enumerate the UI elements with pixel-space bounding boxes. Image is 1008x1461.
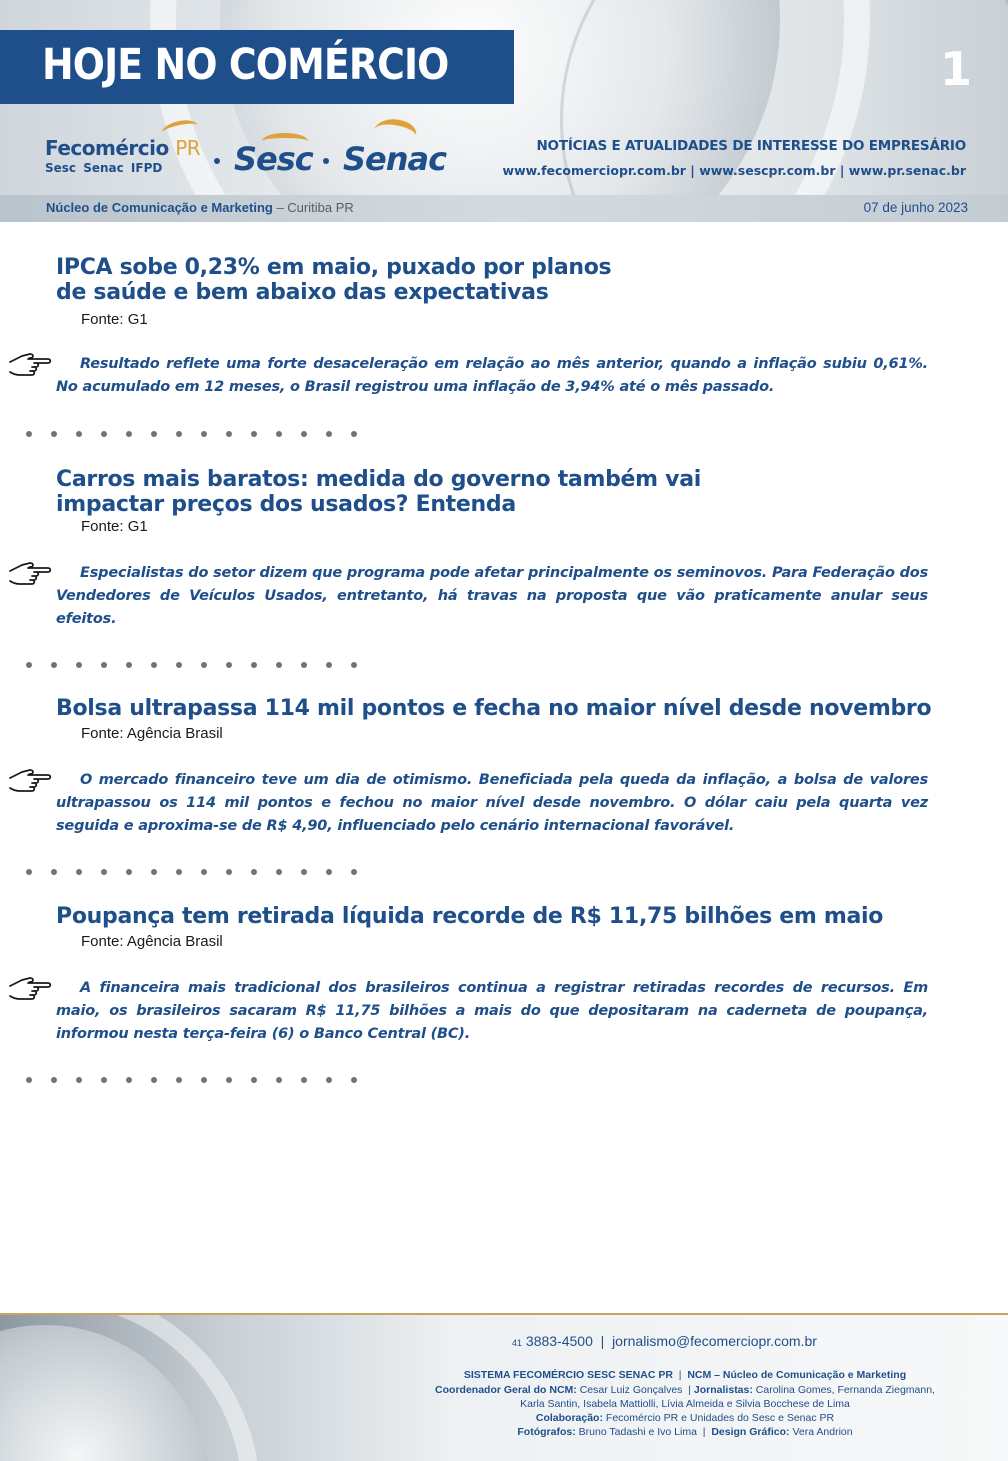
separator-dot (51, 869, 57, 875)
separator-dot (176, 431, 182, 437)
separator-dot (326, 1077, 332, 1083)
collab-label: Colaboração: (535, 1412, 603, 1424)
separator-dot (51, 662, 57, 668)
separator-dot (151, 1077, 157, 1083)
footer-credits-line: Coordenador Geral do NCM: Cesar Luiz Gonçalves | Jornalistas: Carolina Gomes, Fernanda Ziegmann, (435, 1384, 935, 1396)
article-summary: Resultado reflete uma forte desaceleração em relação ao mês anterior, quando a inflação subiu 0,61%. No acumulado em 12 meses, o Brasil registrou uma inflação de 3,94% até o mês passado. (56, 356, 928, 395)
article-summary: A financeira mais tradicional dos brasileiros continua a registrar retiradas recordes de recursos. Em maio, os brasileiros sacaram R$ 11,75 bilhões a mais do que depositaram na caderneta de poupança, informou nesta terça-feira (6) o Banco Central (BC). (56, 980, 928, 1042)
article-summary: Especialistas do setor dizem que programa pode afetar principalmente os seminovos. Para Federação dos Vendedores de Veículos Usados, entretanto, há travas na proposta que vão praticamente anular seus efeitos. (56, 565, 928, 627)
photo-label: Fotógrafos: (517, 1426, 576, 1438)
separator-dot (276, 1077, 282, 1083)
separator-dot (326, 662, 332, 668)
journalists-value-continued: Karla Santin, Isabela Mattiolli, Lívia Almeida e Silvia Bocchese de Lima (520, 1398, 850, 1410)
separator-dot (151, 431, 157, 437)
dotted-separator (26, 662, 366, 668)
pointing-hand-icon (8, 350, 52, 380)
title-banner (0, 30, 514, 104)
separator-dot (51, 1077, 57, 1083)
separator-dot (26, 869, 32, 875)
separator-dot (276, 869, 282, 875)
headline-line: Carros mais baratos: medida do governo também vai (56, 467, 701, 492)
separator-dot (201, 431, 207, 437)
separator-dot (351, 662, 357, 668)
separator-dot (101, 431, 107, 437)
separator-dot (26, 1077, 32, 1083)
journalists-label: Jornalistas: (693, 1384, 753, 1396)
department-name: Núcleo de Comunicação e Marketing (46, 200, 273, 215)
headline-line: Bolsa ultrapassa 114 mil pontos e fecha no maior nível desde novembro (56, 696, 932, 721)
article-source: Fonte: G1 (81, 311, 148, 328)
dotted-separator (26, 431, 366, 437)
separator-dot (76, 869, 82, 875)
article-summary: O mercado financeiro teve um dia de otimismo. Beneficiada pela queda da inflação, a bolsa de valores ultrapassou os 114 mil pontos e fechou no maior nível desde novembro. O dólar caiu pela quarta vez seguida e aproxima-se de R$ 4,90, influenciado pelo cenário internacional favorável. (56, 772, 928, 834)
headline-line: de saúde e bem abaixo das expectativas (56, 280, 549, 305)
article-headline[interactable] (56, 696, 931, 721)
separator-dot (226, 662, 232, 668)
department-label (46, 200, 354, 215)
fecomercio-logo-name: Fecomércio (45, 136, 169, 160)
pointing-hand-icon (8, 559, 52, 589)
department-city: – Curitiba PR (272, 200, 354, 215)
separator-dot (151, 869, 157, 875)
separator-dot (201, 869, 207, 875)
pointing-hand-icon (8, 974, 52, 1004)
headline-line: impactar preços dos usados? Entenda (56, 492, 516, 517)
separator-dot (276, 662, 282, 668)
article-headline[interactable] (56, 255, 611, 305)
separator-dot (301, 1077, 307, 1083)
separator-dot (251, 869, 257, 875)
coord-value: Cesar Luiz Gonçalves (579, 1384, 683, 1396)
separator-dot (326, 869, 332, 875)
separator-dot (126, 1077, 132, 1083)
separator-dot (201, 1077, 207, 1083)
journalists-value: Carolina Gomes, Fernanda Ziegmann, (755, 1384, 935, 1396)
separator-dot (226, 431, 232, 437)
footer-credits-line (400, 1411, 970, 1425)
separator-dot (201, 662, 207, 668)
separator-dot (76, 1077, 82, 1083)
dotted-separator (26, 1077, 366, 1083)
separator-dot (301, 662, 307, 668)
fecomercio-logo-subtitle: Sesc Senac IFPD (45, 161, 163, 175)
separator-dot (276, 431, 282, 437)
masthead (0, 0, 1008, 222)
footer-contact (512, 1333, 817, 1349)
separator-dot (126, 869, 132, 875)
contact-separator: | (600, 1333, 605, 1349)
separator-dot (301, 869, 307, 875)
logo-separator-dot (214, 158, 220, 164)
pointing-hand-icon (8, 766, 52, 796)
issue-date: 07 de junho 2023 (863, 200, 968, 215)
footer-credits-line: SISTEMA FECOMÉRCIO SESC SENAC PR | NCM – Núcleo de Comunicação e Marketing (463, 1369, 907, 1381)
globe-orbit-decoration (560, 0, 1008, 222)
article-source: Fonte: Agência Brasil (81, 933, 223, 950)
article-headline[interactable] (56, 904, 883, 929)
separator-dot (176, 1077, 182, 1083)
dotted-separator (26, 869, 366, 875)
system-name: SISTEMA FECOMÉRCIO SESC SENAC PR (463, 1369, 673, 1381)
article-headline[interactable] (56, 467, 701, 517)
headline-line: IPCA sobe 0,23% em maio, puxado por planos (56, 255, 612, 280)
collab-value: Fecomércio PR e Unidades do Sesc e Senac PR (605, 1412, 835, 1424)
footer-credits-line (400, 1397, 970, 1411)
design-value: Vera Andrion (792, 1426, 853, 1438)
separator-dot (101, 1077, 107, 1083)
fecomercio-logo (45, 136, 200, 175)
separator-dot (176, 869, 182, 875)
separator-dot (126, 431, 132, 437)
tagline: NOTÍCIAS E ATUALIDADES DE INTERESSE DO EMPRESÁRIO (536, 138, 966, 154)
separator-dot (326, 431, 332, 437)
phone-number[interactable]: 3883-4500 (525, 1333, 593, 1349)
separator-dot (76, 662, 82, 668)
article-source: Fonte: Agência Brasil (81, 725, 223, 742)
footer-credits-line: Fotógrafos: Bruno Tadashi e Ivo Lima | Design Gráfico: Vera Andrion (517, 1426, 853, 1438)
logo-separator-dot (323, 158, 329, 164)
separator-dot (226, 1077, 232, 1083)
separator-dot (301, 431, 307, 437)
separator-dot (176, 662, 182, 668)
newsletter-title: HOJE NO COMÉRCIO (42, 40, 449, 90)
separator-dot (351, 1077, 357, 1083)
separator-dot (351, 869, 357, 875)
fecomercio-logo-pr: PR (175, 136, 201, 160)
phone-ddd: 41 (512, 1338, 523, 1348)
separator-dot (76, 431, 82, 437)
separator-dot (26, 431, 32, 437)
separator-dot (251, 662, 257, 668)
separator-dot (101, 869, 107, 875)
coord-label: Coordenador Geral do NCM: (435, 1384, 577, 1396)
separator-dot (251, 431, 257, 437)
headline-line: Poupança tem retirada líquida recorde de R$ 11,75 bilhões em maio (56, 904, 884, 929)
separator-dot (101, 662, 107, 668)
separator-dot (226, 869, 232, 875)
page-number: 1 (939, 42, 972, 96)
photo-value: Bruno Tadashi e Ivo Lima (578, 1426, 697, 1438)
senac-logo: Senac (343, 140, 447, 178)
separator-dot (151, 662, 157, 668)
separator-dot (26, 662, 32, 668)
ncm-name: NCM – Núcleo de Comunicação e Marketing (687, 1369, 907, 1381)
separator-dot (351, 431, 357, 437)
website-links[interactable]: www.fecomerciopr.com.br | www.sescpr.com.br | www.pr.senac.br (502, 163, 966, 178)
design-label: Design Gráfico: (711, 1426, 790, 1438)
separator-dot (51, 431, 57, 437)
separator-dot (126, 662, 132, 668)
separator-dot (251, 1077, 257, 1083)
sesc-logo: Sesc (234, 140, 313, 178)
article-source: Fonte: G1 (81, 518, 148, 535)
contact-email[interactable]: jornalismo@fecomerciopr.com.br (612, 1333, 817, 1349)
